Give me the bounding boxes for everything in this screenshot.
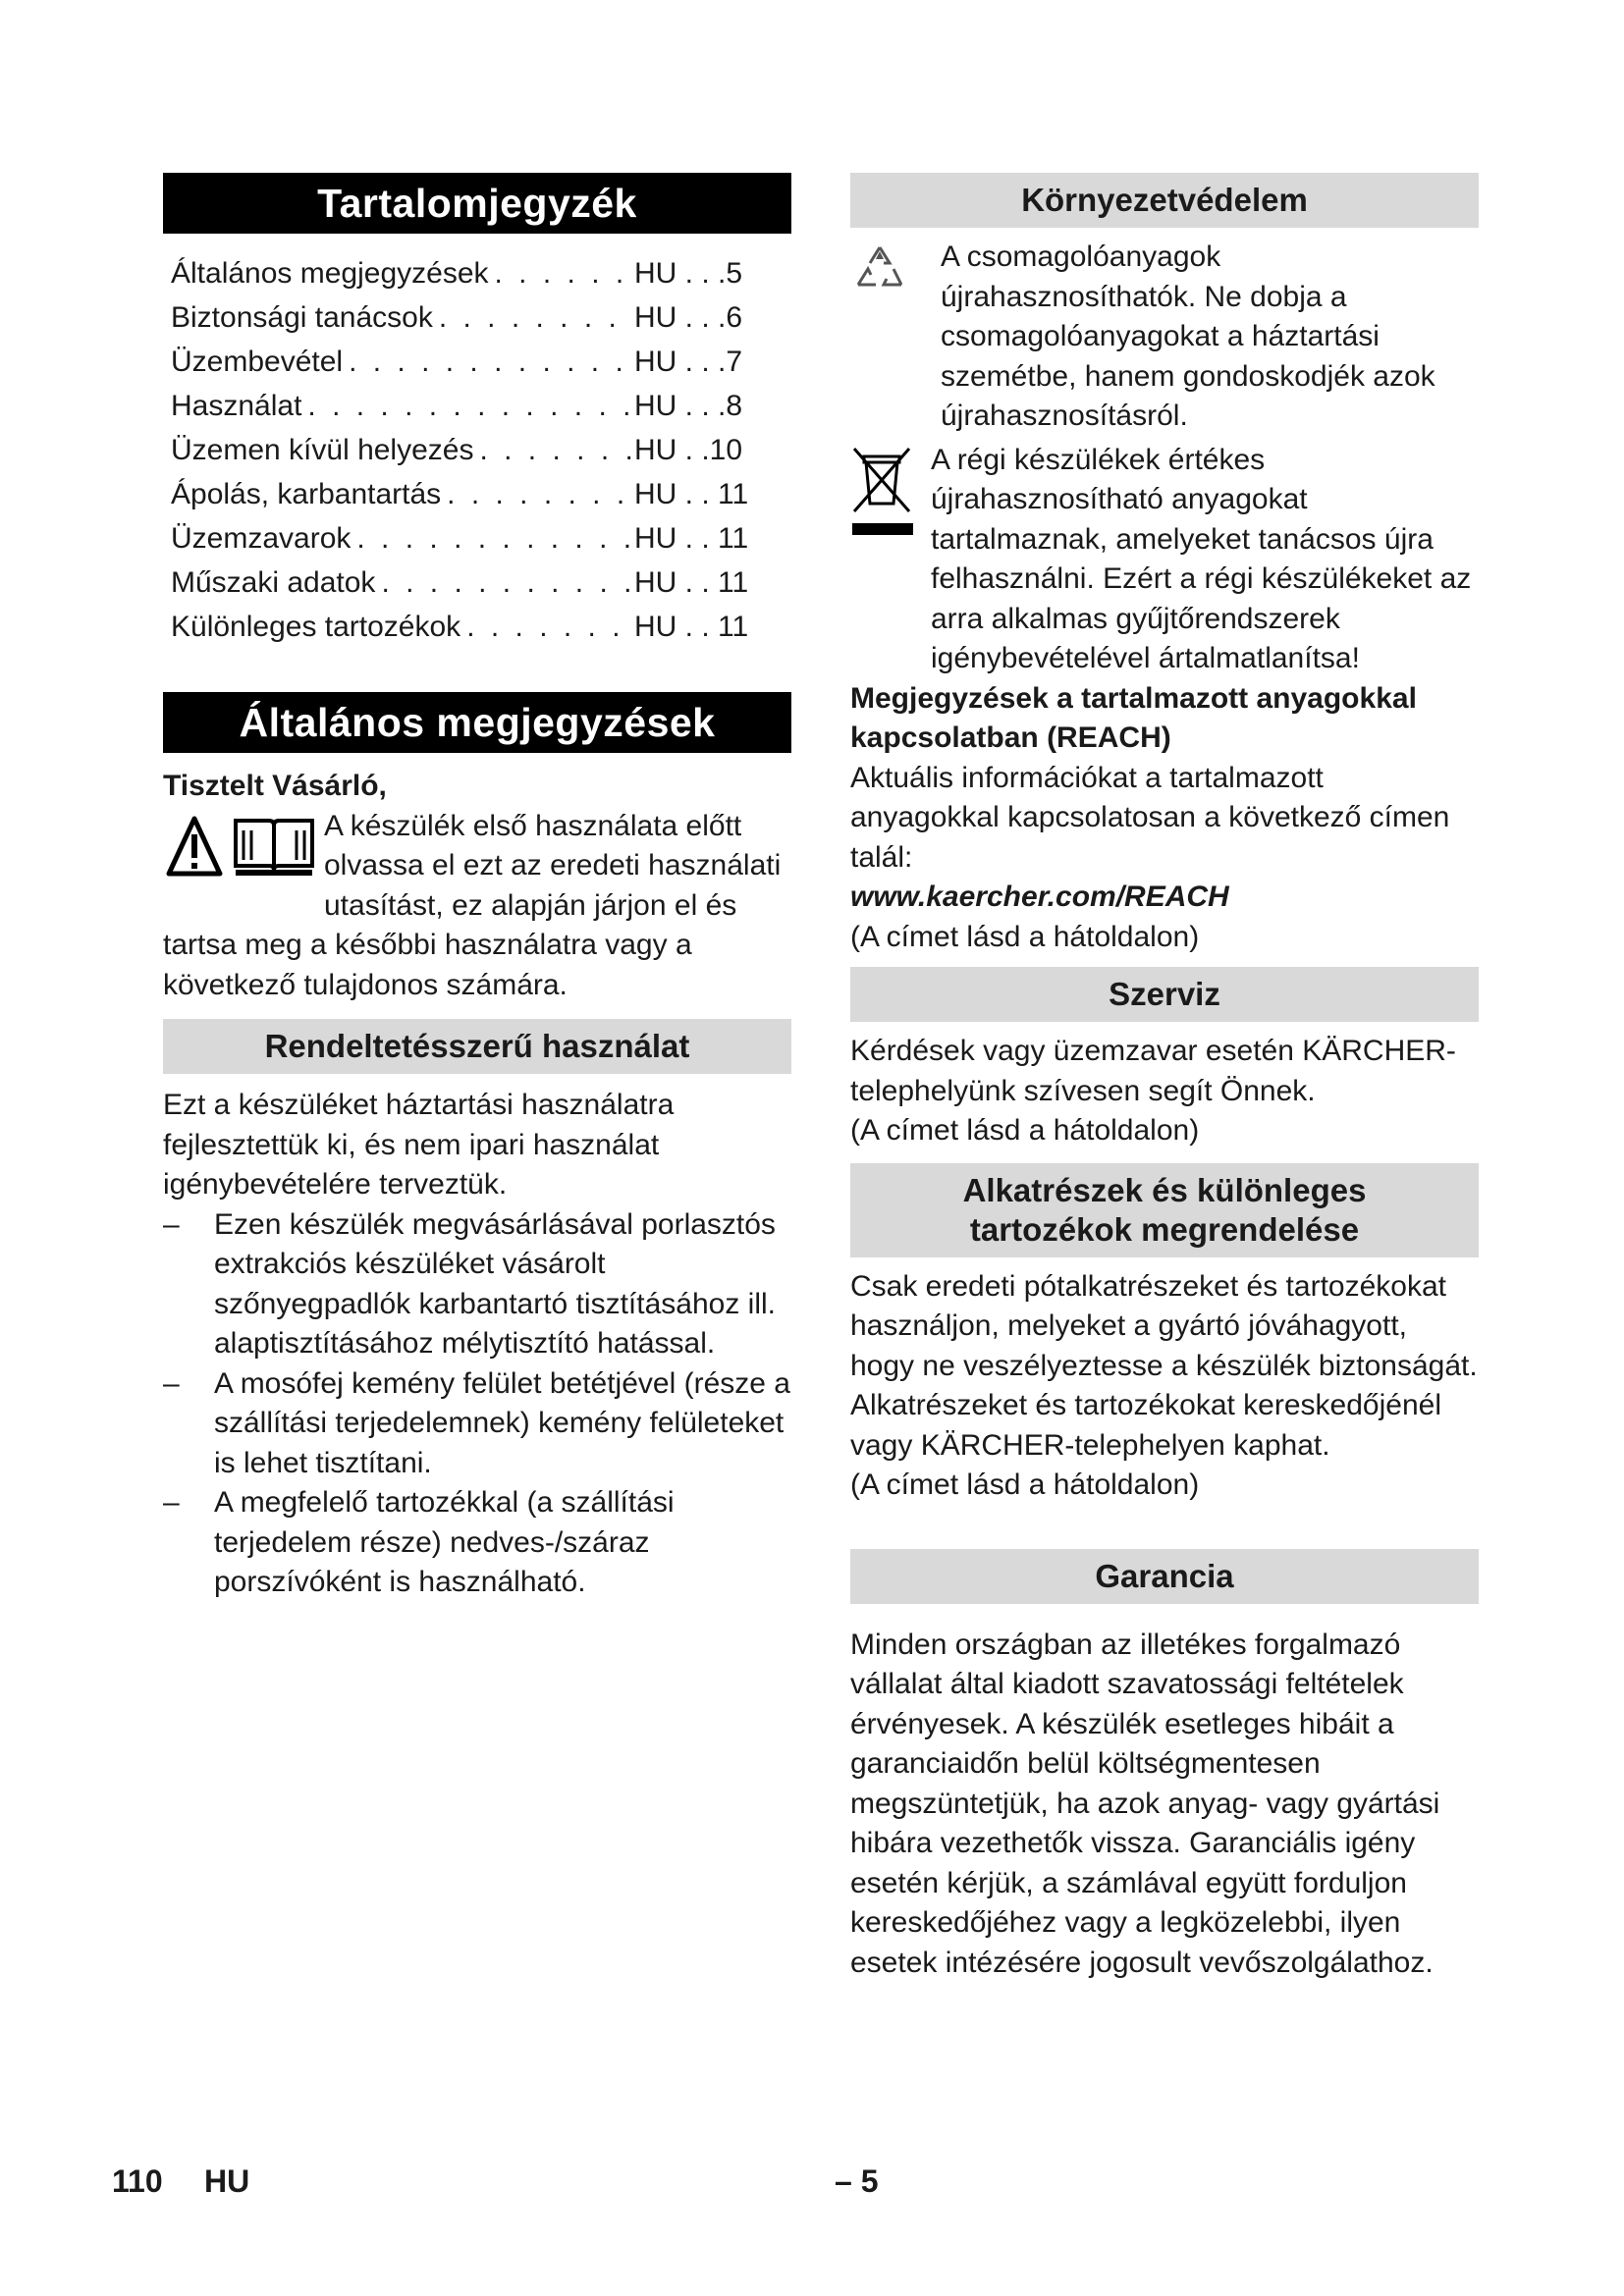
toc-entry-page: HU . .10 bbox=[634, 434, 743, 466]
toc-entry-page: HU . . .5 bbox=[634, 257, 743, 290]
toc-leader-dots bbox=[473, 428, 634, 472]
weee-text: A régi készülékek értékes újrahasznosítható anyagokat tartalmaznak, amelyeket tanácsos újra felhasználni. Ezért a régi készülékeket az arra alkalmas gyűjtőrendszerek igénybevételével ártalmatlanítsa! bbox=[931, 443, 1472, 674]
service-text: Kérdések vagy üzemzavar esetén KÄRCHER-telephelyünk szívesen segít Önnek. bbox=[850, 1035, 1456, 1107]
toc-entry-label: Általános megjegyzések bbox=[171, 257, 489, 290]
list-dash: – bbox=[163, 1366, 180, 1400]
toc-entry-label: Műszaki adatok bbox=[171, 566, 376, 599]
toc-entry-label: Különleges tartozékok bbox=[171, 611, 461, 643]
footer-language: HU bbox=[204, 2163, 250, 2199]
toc-entry[interactable] bbox=[171, 561, 768, 605]
crossed-bin-icon bbox=[850, 441, 931, 679]
toc-leader-dots bbox=[343, 340, 634, 384]
left-column bbox=[163, 173, 791, 1603]
footer-section-page: – 5 bbox=[835, 2163, 879, 2199]
toc-entry-page: HU . . .8 bbox=[634, 390, 743, 422]
list-item-text: A megfelelő tartozékkal (a szállítási terjedelem része) nedves-/száraz porszívóként is használható. bbox=[214, 1486, 675, 1598]
warranty-title: Garancia bbox=[850, 1549, 1479, 1604]
recycle-text: A csomagolóanyagok újrahasznosíthatók. Ne dobja a csomagolóanyagokat a háztartási szemétbe, hanem gondoskodjék azok újrahasznosításról. bbox=[941, 240, 1435, 432]
list-item-text: Ezen készülék megvásárlásával porlasztós extrakciós készüléket vásárolt szőnyegpadlók karbantartó tisztításához ill. alaptisztításához mélytisztító hatással. bbox=[214, 1207, 776, 1360]
right-column bbox=[850, 173, 1479, 1983]
reach-heading: Megjegyzések a tartalmazott anyagokkal kapcsolatban (REACH) bbox=[850, 681, 1417, 754]
toc-entry-label: Üzemzavarok bbox=[171, 522, 352, 555]
list-dash: – bbox=[163, 1486, 180, 1519]
toc-entry[interactable] bbox=[171, 384, 768, 428]
list-item bbox=[163, 1483, 791, 1603]
manual-book-icon bbox=[232, 813, 316, 878]
list-item bbox=[163, 1364, 791, 1484]
toc-leader-dots bbox=[351, 516, 634, 561]
toc-leader-dots bbox=[375, 561, 634, 605]
general-notes-title: Általános megjegyzések bbox=[163, 692, 791, 753]
parts-title-line1: Alkatrészek és különleges bbox=[962, 1171, 1367, 1208]
intro-paragraph bbox=[163, 807, 791, 1006]
toc-entry[interactable] bbox=[171, 340, 768, 384]
service-title: Szerviz bbox=[850, 967, 1479, 1022]
toc-entry-page: HU . . 11 bbox=[634, 566, 749, 599]
toc-entry-label: Üzembevétel bbox=[171, 346, 344, 378]
toc-entry-page: HU . . 11 bbox=[634, 478, 749, 510]
reach-url-link[interactable]: www.kaercher.com/REACH bbox=[850, 881, 1229, 913]
toc-entry[interactable] bbox=[171, 428, 768, 472]
parts-note: (A címet lásd a hátoldalon) bbox=[850, 1468, 1200, 1501]
toc-entry-label: Használat bbox=[171, 390, 302, 422]
toc-leader-dots bbox=[441, 472, 634, 516]
list-dash: – bbox=[163, 1207, 180, 1241]
intended-use-title: Rendeltetésszerű használat bbox=[163, 1019, 791, 1074]
toc-entry-label: Biztonsági tanácsok bbox=[171, 301, 433, 334]
toc-entry[interactable] bbox=[171, 251, 768, 295]
toc-entry[interactable] bbox=[171, 295, 768, 340]
toc-leader-dots bbox=[460, 605, 634, 649]
reach-address-note: (A címet lásd a hátoldalon) bbox=[850, 920, 1200, 953]
warning-manual-icons bbox=[163, 813, 318, 887]
greeting: Tisztelt Vásárló, bbox=[163, 770, 387, 802]
toc-leader-dots bbox=[301, 384, 634, 428]
toc-title: Tartalomjegyzék bbox=[163, 173, 791, 234]
toc-entry-label: Üzemen kívül helyezés bbox=[171, 434, 474, 466]
footer-page-number: 110 bbox=[112, 2163, 163, 2199]
service-note: (A címet lásd a hátoldalon) bbox=[850, 1114, 1200, 1147]
toc-entry-label: Ápolás, karbantartás bbox=[171, 478, 442, 510]
intended-use-list bbox=[163, 1205, 791, 1603]
intended-use-paragraph: Ezt a készüléket háztartási használatra fejlesztettük ki, és nem ipari használat igénybevételére terveztük. bbox=[163, 1089, 675, 1201]
parts-text-2: Alkatrészeket és tartozékokat kereskedőjénél vagy KÄRCHER-telephelyen kaphat. bbox=[850, 1389, 1441, 1462]
list-item-text: A mosófej kemény felület betétjével (része a szállítási terjedelemnek) kemény felületeket is lehet tisztítani. bbox=[214, 1366, 790, 1479]
weee-note bbox=[850, 441, 1479, 679]
reach-text: Aktuális információkat a tartalmazott anyagokkal kapcsolatosan a következő címen talál: bbox=[850, 761, 1450, 874]
toc-entry-page: HU . . .7 bbox=[634, 346, 743, 378]
parts-title bbox=[850, 1163, 1479, 1257]
recycle-icon bbox=[850, 238, 941, 437]
table-of-contents bbox=[163, 251, 791, 649]
intro-text: A készülék első használata előtt olvassa el ezt az eredeti használati utasítást, ez alapján járjon el és tartsa meg a későbbi használatra vagy a következő tulajdonos számára. bbox=[163, 809, 782, 1001]
parts-text-1: Csak eredeti pótalkatrészeket és tartozékokat használjon, melyeket a gyártó jóváhagyott, hogy ne veszélyeztesse a készülék biztonságát. bbox=[850, 1269, 1478, 1382]
toc-entry-page: HU . . 11 bbox=[634, 522, 749, 555]
warranty-text: Minden országban az illetékes forgalmazó vállalat által kiadott szavatossági feltételek érvényesek. A készülék esetleges hibáit a garanciaidőn belül költségmentesen megszüntetjük, ha azok anyag- vagy gyártási hibára vezethetők vissza. Garanciális igény esetén kérjük, a számlával együtt forduljon kereskedőjéhez vagy a legközelebbi, ilyen esetek intézésére jogosult vevőszolgálathoz. bbox=[850, 1628, 1440, 1979]
toc-entry-page: HU . . 11 bbox=[634, 611, 749, 643]
toc-leader-dots bbox=[489, 251, 634, 295]
parts-title-line2: tartozékok megrendelése bbox=[969, 1210, 1360, 1248]
toc-entry[interactable] bbox=[171, 605, 768, 649]
list-item bbox=[163, 1205, 791, 1364]
recycle-note bbox=[850, 238, 1479, 437]
toc-entry[interactable] bbox=[171, 472, 768, 516]
toc-entry[interactable] bbox=[171, 516, 768, 561]
toc-entry-page: HU . . .6 bbox=[634, 301, 743, 334]
environment-title: Környezetvédelem bbox=[850, 173, 1479, 228]
toc-leader-dots bbox=[433, 295, 634, 340]
